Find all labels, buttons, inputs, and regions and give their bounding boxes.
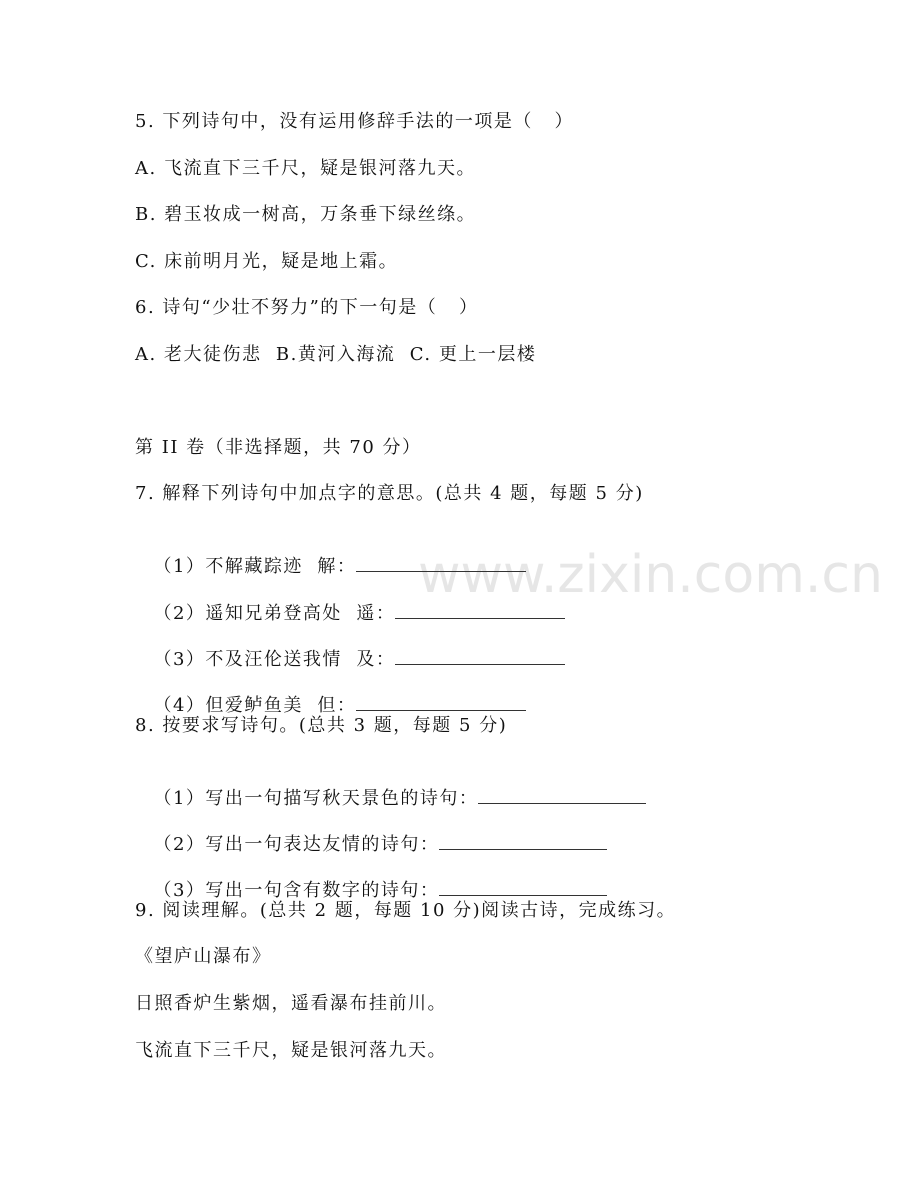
part2-heading: 第 II 卷（非选择题，共 70 分） bbox=[135, 437, 422, 458]
q9-stem: 9. 阅读理解。(总共 2 题，每题 10 分)阅读古诗，完成练习。 bbox=[135, 900, 677, 921]
watermark: www.zixin.com.cn bbox=[418, 545, 883, 605]
q7-item-2 bbox=[139, 576, 565, 626]
q8-stem: 8. 按要求写诗句。(总共 3 题，每题 5 分) bbox=[135, 715, 508, 736]
answer-blank[interactable] bbox=[395, 600, 565, 619]
q8-item-3 bbox=[139, 853, 607, 903]
q7-item-2-text: （2）遥知兄弟登高处 遥： bbox=[153, 603, 396, 624]
poem-line-2: 飞流直下三千尺，疑是银河落九天。 bbox=[135, 1040, 447, 1061]
answer-blank[interactable] bbox=[356, 692, 526, 711]
poem-line-1: 日照香炉生紫烟，遥看瀑布挂前川。 bbox=[135, 993, 447, 1014]
answer-blank[interactable] bbox=[439, 877, 607, 896]
q8-item-2-text: （2）写出一句表达友情的诗句： bbox=[153, 834, 440, 855]
q7-item-1-text: （1）不解藏踪迹 解： bbox=[153, 556, 357, 577]
q6-stem: 6. 诗句“少壮不努力”的下一句是（ ） bbox=[135, 297, 479, 318]
q5-stem: 5. 下列诗句中，没有运用修辞手法的一项是（ ） bbox=[135, 111, 575, 132]
poem-title: 《望庐山瀑布》 bbox=[135, 946, 272, 967]
answer-blank[interactable] bbox=[395, 646, 565, 665]
q7-item-3 bbox=[139, 622, 565, 672]
q7-item-4-text: （4）但爱鲈鱼美 但： bbox=[153, 695, 357, 716]
q7-stem: 7. 解释下列诗句中加点字的意思。(总共 4 题，每题 5 分) bbox=[135, 483, 644, 504]
answer-blank[interactable] bbox=[439, 831, 607, 850]
answer-blank[interactable] bbox=[478, 785, 646, 804]
answer-blank[interactable] bbox=[356, 553, 526, 572]
q7-item-1 bbox=[139, 529, 526, 579]
q8-item-2 bbox=[139, 807, 607, 857]
q5-option-a: A. 飞流直下三千尺，疑是银河落九天。 bbox=[135, 158, 476, 179]
q8-item-1 bbox=[139, 761, 646, 811]
q8-item-3-text: （3）写出一句含有数字的诗句： bbox=[153, 880, 440, 901]
q7-item-3-text: （3）不及汪伦送我情 及： bbox=[153, 649, 396, 670]
q5-option-c: C. 床前明月光，疑是地上霜。 bbox=[135, 251, 399, 272]
q5-option-b: B. 碧玉妆成一树高，万条垂下绿丝绦。 bbox=[135, 204, 477, 225]
q8-item-1-text: （1）写出一句描写秋天景色的诗句： bbox=[153, 788, 479, 809]
q6-options: A. 老大徒伤悲 B.黄河入海流 C. 更上一层楼 bbox=[135, 344, 537, 365]
q7-item-4 bbox=[139, 668, 526, 718]
